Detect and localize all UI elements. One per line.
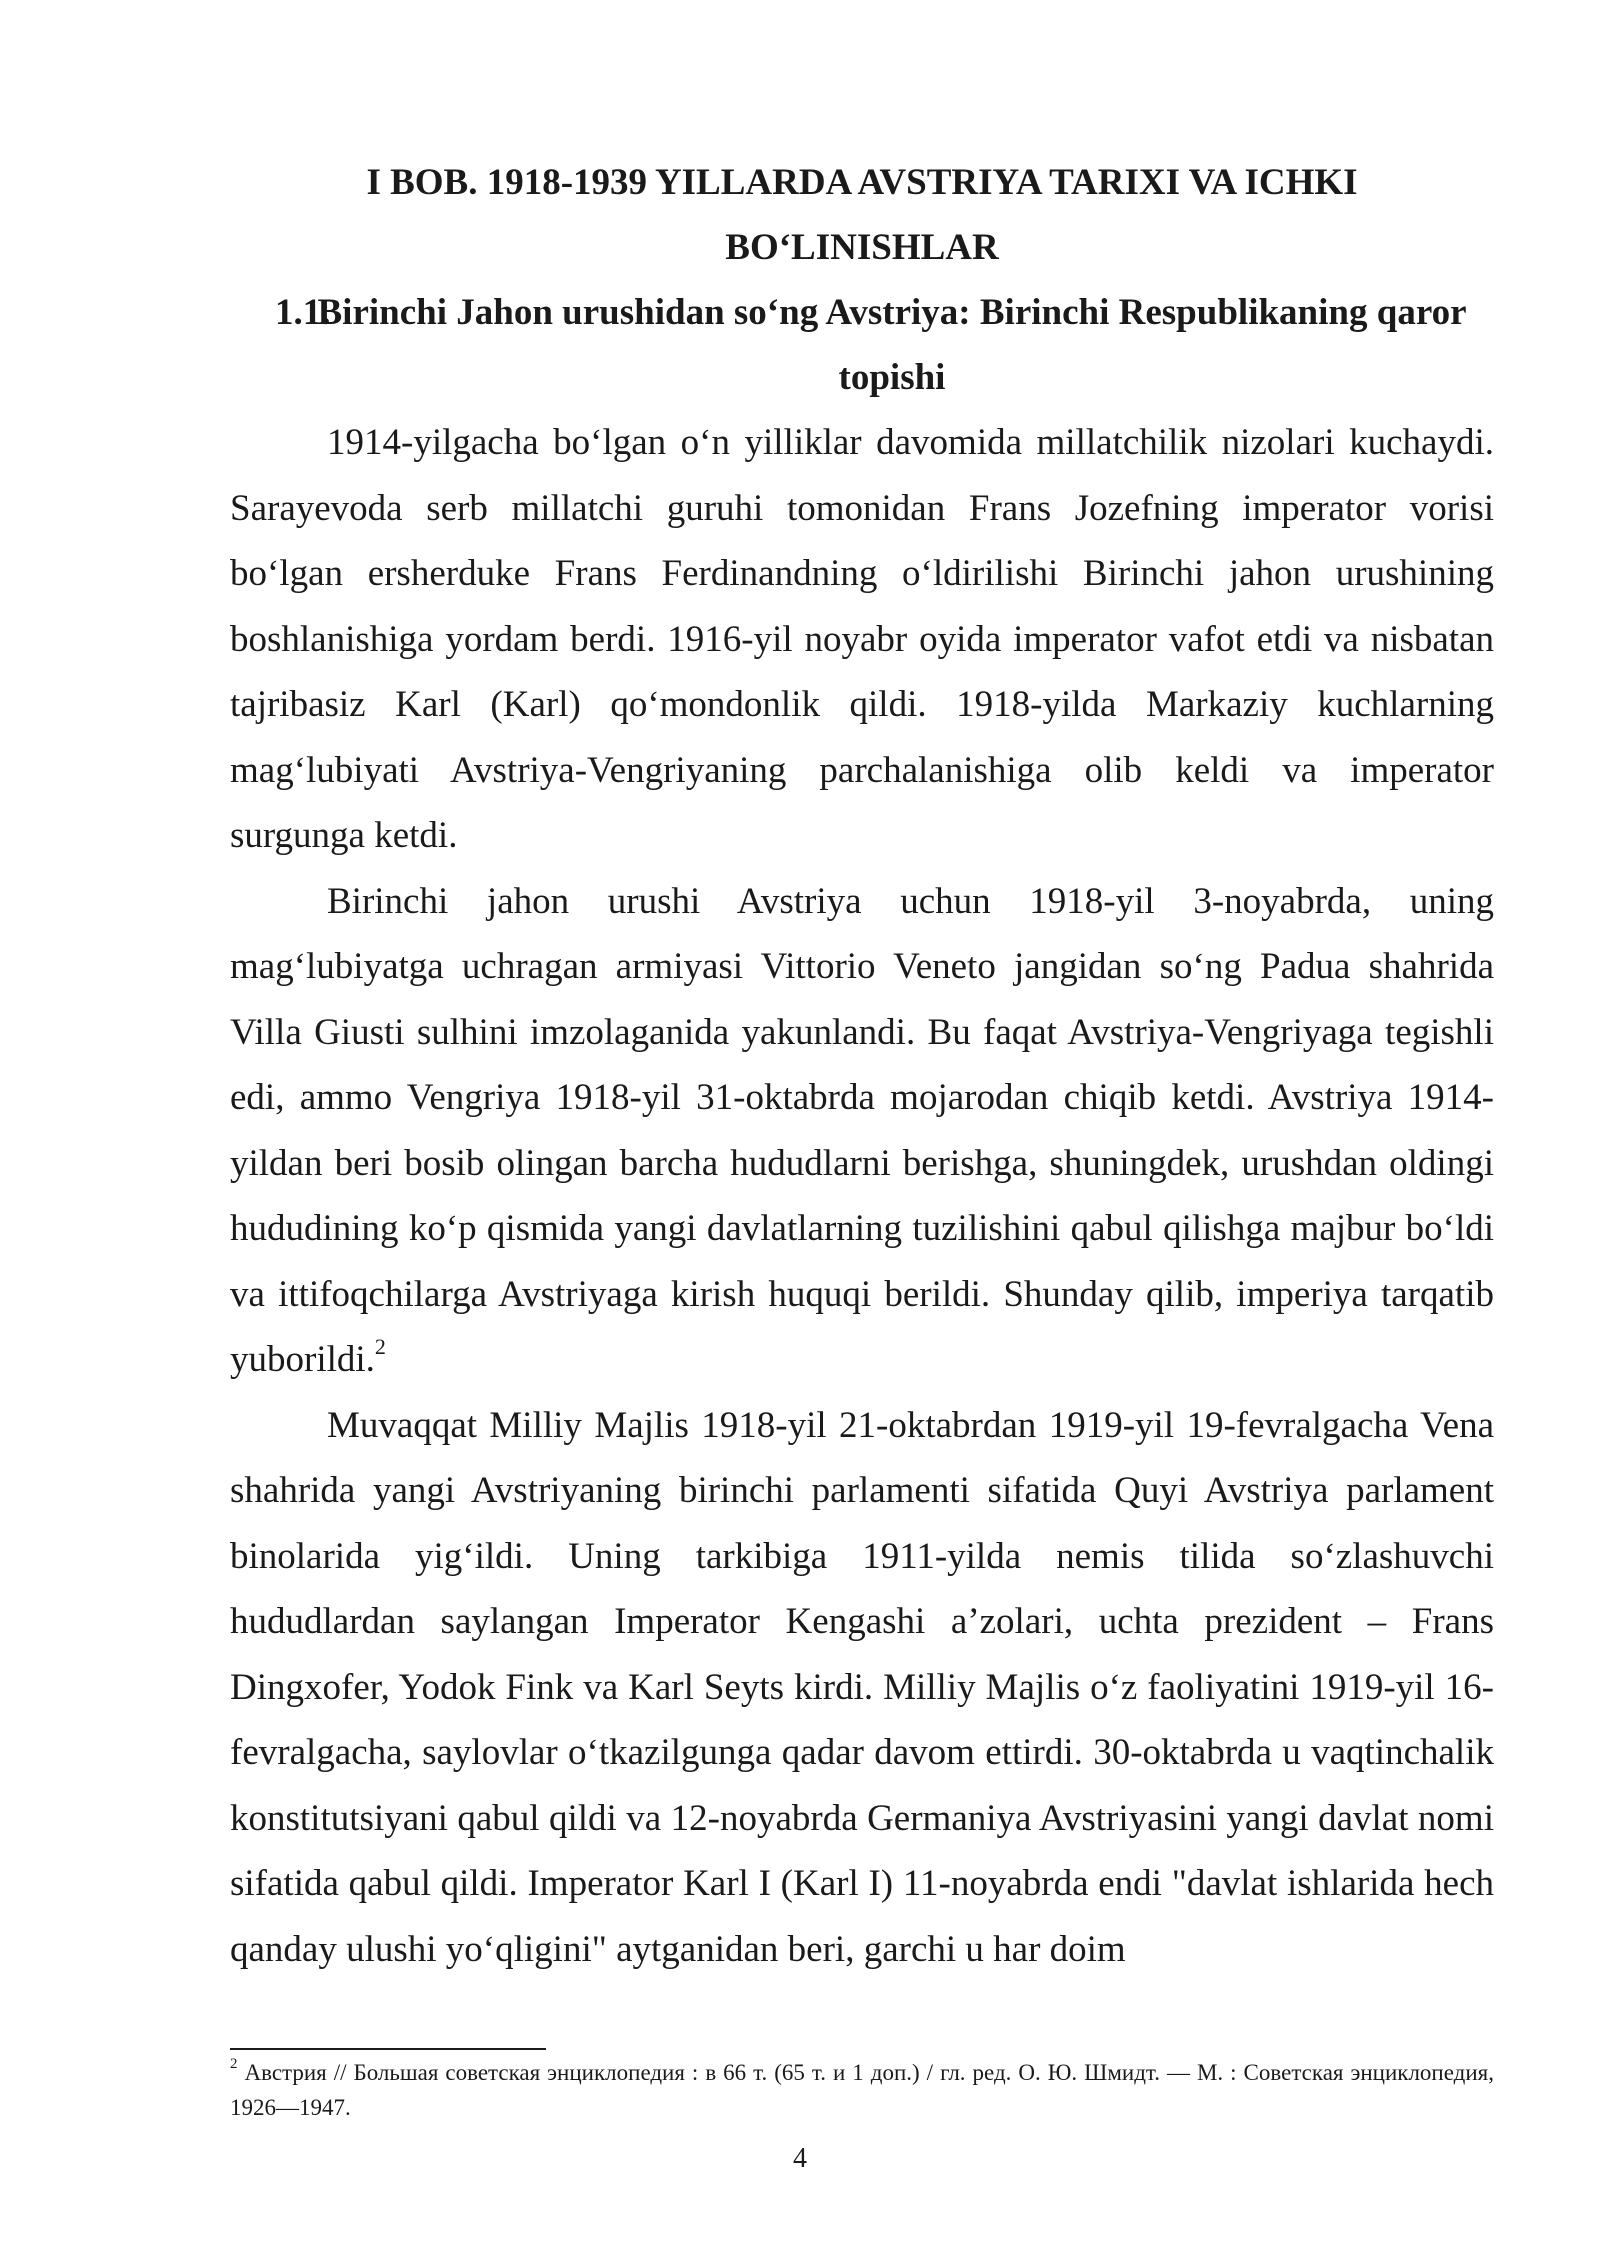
footnote <box>230 2055 1494 2125</box>
footnote-reference[interactable]: 2 <box>374 1333 386 1359</box>
section-title: Birinchi Jahon urushidan so‘ng Avstriya: Birinchi Respublikaning qaror topishi <box>317 292 1467 398</box>
page-number: 4 <box>793 2143 807 2174</box>
footnote-separator <box>230 2048 546 2050</box>
chapter-title: I BOB. 1918-1939 YILLARDA AVSTRIYA TARIXI VA ICHKI BO‘LINISHLAR <box>366 162 1358 268</box>
footnote-text: Австрия // Большая советская энциклопедия : в 66 т. (65 т. и 1 доп.) / гл. ред. О. Ю. Шмидт. — М. : Советская энциклопедия, 1926—1947. <box>230 2060 1494 2120</box>
section-heading <box>230 280 1494 410</box>
paragraph-3: Muvaqqat Milliy Majlis 1918-yil 21-oktabrdan 1919-yil 19-fevralgacha Vena shahrida yangi Avstriyaning birinchi parlamenti sifatida Quyi Avstriya parlament binolarida yig‘ildi. Uning tarkibiga 1911-yilda nemis tilida so‘zlashuvchi hududlardan saylangan Imperator Kengashi a’zolari, uchta prezident – Frans Dingxofer, Yodok Fink va Karl Seyts kirdi. Milliy Majlis o‘z faoliyatini 1919-yil 16-fevralgacha, saylovlar o‘tkazilgunga qadar davom ettirdi. 30-oktabrda u vaqtinchalik konstitutsiyani qabul qildi va 12-noyabrda Germaniya Avstriyasini yangi davlat nomi sifatida qabul qildi. Imperator Karl I (Karl I) 11-noyabrda endi "davlat ishlarida hech qanday ulushi yo‘qligini" aytganidan beri, garchi u har doim <box>230 1404 1494 1970</box>
paragraph-2 <box>230 869 1494 1393</box>
document-page <box>230 150 1494 1982</box>
footnote-marker: 2 <box>230 2056 238 2073</box>
paragraph-1: 1914-yilgacha bo‘lgan o‘n yilliklar davomida millatchilik nizolari kuchaydi. Sarayevoda serb millatchi guruhi tomonidan Frans Jozefning imperator vorisi bo‘lgan ersherduke Frans Ferdinandning o‘ldirilishi Birinchi jahon urushining boshlanishiga yordam berdi. 1916-yil noyabr oyida imperator vafot etdi va nisbatan tajribasiz Karl (Karl) qo‘mondonlik qildi. 1918-yilda Markaziy kuchlarning mag‘lubiyati Avstriya-Vengriyaning parchalanishiga olib keldi va imperator surgunga ketdi. <box>230 422 1494 856</box>
paragraph-2-text: Birinchi jahon urushi Avstriya uchun 1918-yil 3-noyabrda, uning mag‘lubiyatga uchragan armiyasi Vittorio Veneto jangidan so‘ng Padua shahrida Villa Giusti sulhini imzolaganida yakunlandi. Bu faqat Avstriya-Vengriyaga tegishli edi, ammo Vengriya 1918-yil 31-oktabrda mojarodan chiqib ketdi. Avstriya 1914-yildan beri bosib olingan barcha hududlarni berishga, shuningdek, urushdan oldingi hududining ko‘p qismida yangi davlatlarning tuzilishini qabul qilishga majbur bo‘ldi va ittifoqchilarga Avstriyaga kirish huquqi berildi. Shunday qilib, imperiya tarqatib yuborildi. <box>230 880 1494 1380</box>
section-number: 1.1. <box>275 292 331 333</box>
